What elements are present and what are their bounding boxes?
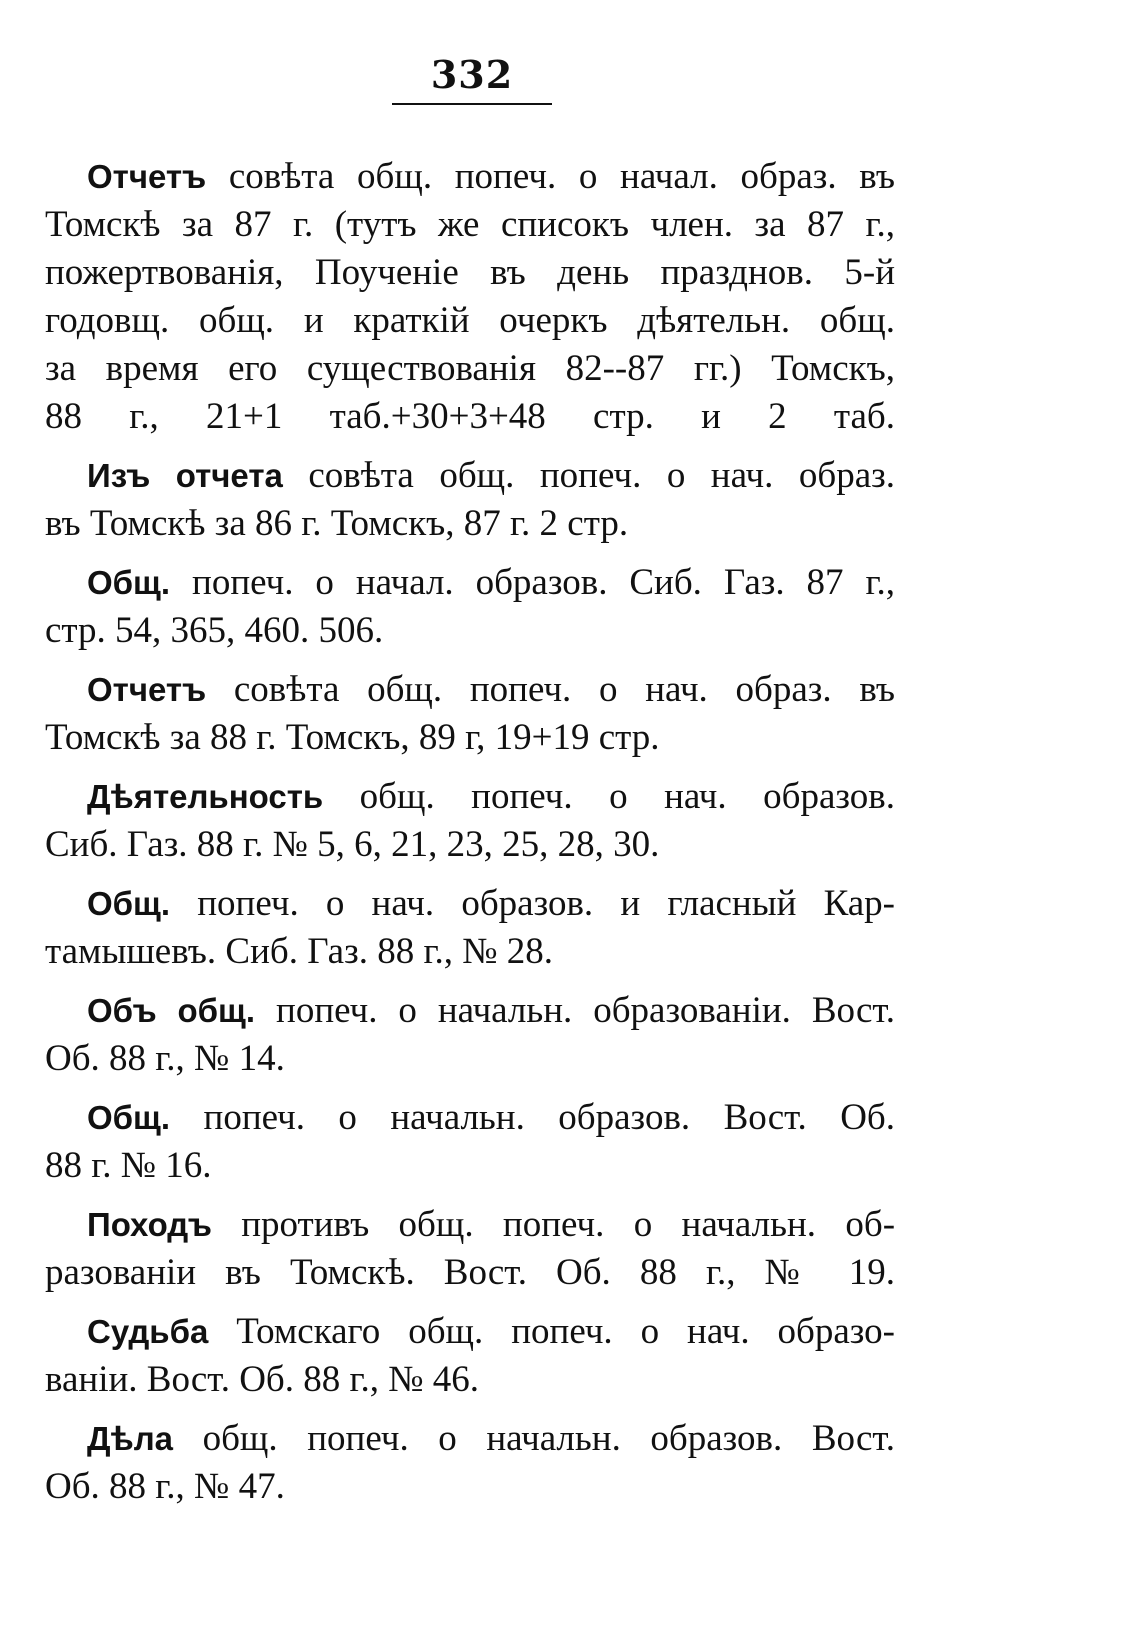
entry-lead: Судьба <box>87 1313 209 1350</box>
entry-text: попеч. о начальн. образованіи. Вост. <box>276 990 895 1031</box>
entry-line: Томскѣ за 88 г. Томскъ, 89 г, 19+19 стр. <box>45 717 660 758</box>
entry-text: совѣта общ. попеч. о нач. образ. <box>308 455 895 496</box>
entry-line: Об. 88 г., № 47. <box>45 1466 285 1507</box>
entry-line: Об. 88 г., № 14. <box>45 1038 285 1079</box>
entry-line <box>45 1308 895 1356</box>
entry-text: совѣта общ. попеч. о нач. образ. въ <box>233 669 895 710</box>
entry-line: Сиб. Газ. 88 г. № 5, 6, 21, 23, 25, 28, 30. <box>45 824 660 865</box>
bibliography-entry-3 <box>45 559 895 655</box>
entry-line <box>45 1415 895 1463</box>
entry-line <box>45 1094 895 1142</box>
entry-text: попеч. о нач. образов. и гласный Кар- <box>197 883 895 924</box>
entry-line: за время его существованія 82--87 гг.) Томскъ, <box>45 348 895 389</box>
entry-text: противъ общ. попеч. о начальн. об- <box>241 1204 895 1245</box>
bibliography-list <box>45 153 895 1522</box>
bibliography-entry-1 <box>45 153 895 441</box>
entry-line: пожертвованія, Поученіе въ день празднов. 5-й <box>45 252 895 293</box>
entry-lead: Отчетъ <box>87 158 207 195</box>
entry-text: общ. попеч. о начальн. образов. Вост. <box>202 1418 895 1459</box>
bibliography-entry-11 <box>45 1415 895 1511</box>
entry-line <box>45 773 895 821</box>
entry-text: Томскаго общ. попеч. о нач. образо- <box>236 1311 895 1352</box>
bibliography-entry-8 <box>45 1094 895 1190</box>
bibliography-entry-5 <box>45 773 895 869</box>
entry-lead: Походъ <box>87 1206 212 1243</box>
bibliography-entry-7 <box>45 987 895 1083</box>
entry-text: общ. попеч. о нач. образов. <box>359 776 895 817</box>
entry-line: тамышевъ. Сиб. Газ. 88 г., № 28. <box>45 931 554 972</box>
entry-lead: Общ. <box>87 1099 171 1136</box>
bibliography-entry-2 <box>45 452 895 548</box>
page-number: 332 <box>430 52 514 97</box>
entry-lead: Объ общ. <box>87 992 256 1029</box>
entry-line <box>45 987 895 1035</box>
entry-line: годовщ. общ. и краткій очеркъ дѣятельн. общ. <box>45 300 895 341</box>
entry-lead: Общ. <box>87 885 171 922</box>
entry-line <box>45 880 895 928</box>
entry-line: 88 г., 21+1 таб.+30+3+48 стр. и 2 таб. <box>45 396 895 437</box>
entry-line: Томскѣ за 87 г. (тутъ же списокъ член. за 87 г., <box>45 204 895 245</box>
bibliography-entry-6 <box>45 880 895 976</box>
entry-text: попеч. о начал. образов. Сиб. Газ. 87 г., <box>192 562 895 603</box>
entry-lead: Дѣла <box>87 1420 174 1457</box>
entry-line: 88 г. № 16. <box>45 1145 212 1186</box>
entry-line <box>45 559 895 607</box>
bibliography-entry-4 <box>45 666 895 762</box>
entry-lead: Общ. <box>87 564 171 601</box>
entry-text: совѣта общ. попеч. о начал. образ. въ <box>228 156 895 197</box>
entry-text: попеч. о начальн. образов. Вост. Об. <box>203 1097 895 1138</box>
entry-line: разованіи въ Томскѣ. Вост. Об. 88 г., № 19. <box>45 1252 895 1293</box>
entry-line <box>45 1201 895 1249</box>
entry-line: въ Томскѣ за 86 г. Томскъ, 87 г. 2 стр. <box>45 503 629 544</box>
entry-line: стр. 54, 365, 460. 506. <box>45 610 384 651</box>
entry-line: ваніи. Вост. Об. 88 г., № 46. <box>45 1359 480 1400</box>
header-rule <box>392 103 552 105</box>
entry-lead: Изъ отчета <box>87 457 283 494</box>
entry-line <box>45 452 895 500</box>
entry-lead: Отчетъ <box>87 671 207 708</box>
bibliography-entry-10 <box>45 1308 895 1404</box>
entry-lead: Дѣятельность <box>87 778 324 815</box>
entry-line <box>45 666 895 714</box>
bibliography-entry-9 <box>45 1201 895 1297</box>
entry-line <box>45 153 895 201</box>
